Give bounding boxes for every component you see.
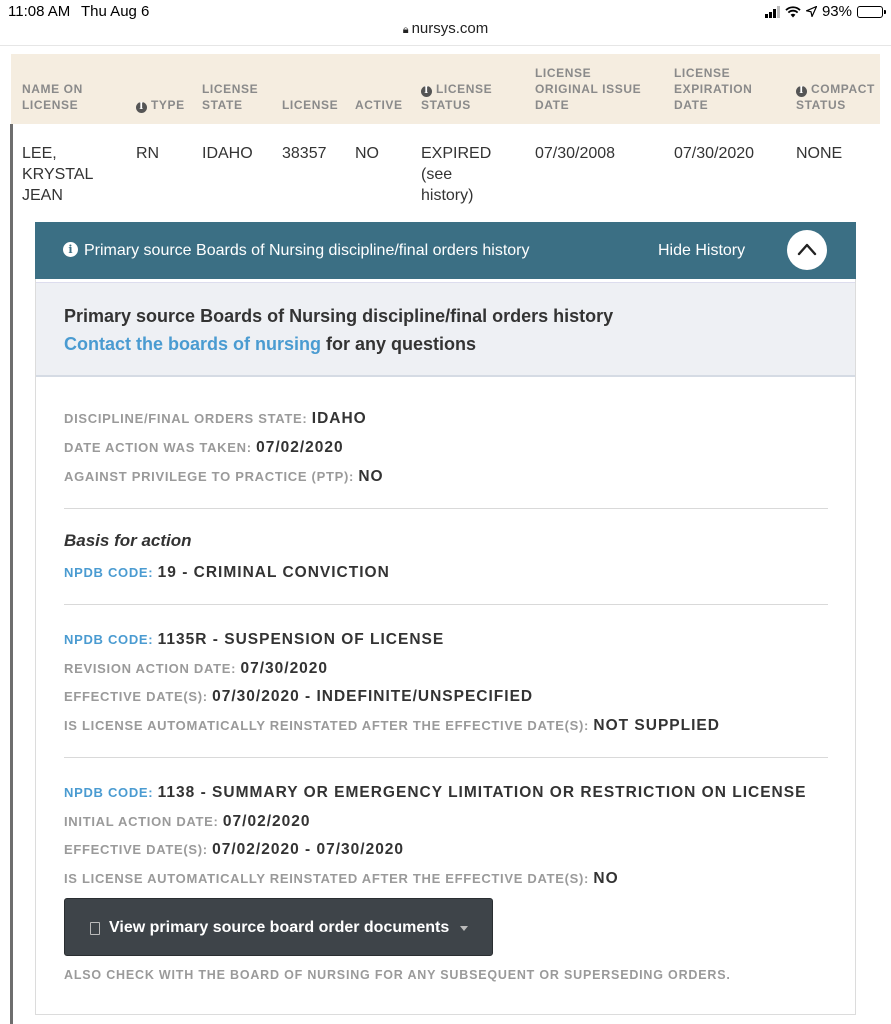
row-left-border	[10, 124, 13, 1024]
discipline-state: DISCIPLINE/FINAL ORDERS STATE: IDAHO	[64, 410, 367, 427]
panel-header	[36, 282, 855, 377]
url-text: nursys.com	[411, 20, 489, 37]
basis-for-action-title: Basis for action	[64, 531, 192, 550]
caret-down-icon	[460, 926, 468, 931]
header-expiration-date: LICENSE EXPIRATION DATE	[674, 66, 753, 112]
battery-percent: 93%	[821, 3, 852, 20]
cell-compact-status: NONE	[796, 145, 843, 162]
status-time: 11:08 AM	[8, 3, 71, 20]
footnote: ALSO CHECK WITH THE BOARD OF NURSING FOR ANY SUBSEQUENT OR SUPERSEDING ORDERS.	[64, 968, 731, 982]
action-1-effective: EFFECTIVE DATE(S): 07/30/2020 - INDEFINITE/UNSPECIFIED	[64, 688, 534, 705]
date-action-taken: DATE ACTION WAS TAKEN: 07/02/2020	[64, 439, 344, 456]
lock-icon: 🔒︎	[402, 24, 409, 36]
table-row	[13, 124, 880, 222]
action-2-npdb-code: NPDB CODE: 1138 - SUMMARY OR EMERGENCY LIMITATION OR RESTRICTION ON LICENSE	[64, 784, 807, 801]
cell-issue-date: 07/30/2008	[535, 145, 616, 162]
cell-type: RN	[136, 145, 160, 162]
action-2-effective: EFFECTIVE DATE(S): 07/02/2020 - 07/30/2020	[64, 841, 405, 858]
info-icon[interactable]: I	[796, 86, 807, 97]
basis-npdb-code: NPDB CODE: 19 - CRIMINAL CONVICTION	[64, 564, 390, 581]
cell-name: LEE, KRYSTAL JEAN	[22, 145, 93, 204]
panel-subheading: Contact the boards of nursing for any questions	[64, 334, 477, 354]
info-icon[interactable]: I	[136, 102, 147, 113]
header-compact-status: I COMPACT STATUS	[796, 82, 875, 112]
info-icon[interactable]: I	[421, 86, 432, 97]
header-type: I TYPE	[136, 97, 185, 113]
cellular-signal-icon	[765, 6, 780, 18]
chevron-up-icon	[797, 242, 817, 256]
history-bar-title: Primary source Boards of Nursing discipline/final orders history	[84, 242, 530, 259]
battery-icon	[857, 6, 883, 18]
view-documents-label: View primary source board order documents	[109, 919, 450, 936]
info-icon: i	[63, 242, 78, 257]
divider	[64, 757, 828, 758]
cell-active: NO	[355, 145, 379, 162]
divider	[64, 508, 828, 509]
cell-expiration-date: 07/30/2020	[674, 145, 755, 162]
hide-history-button[interactable]: Hide History	[658, 242, 746, 259]
header-active: ACTIVE	[355, 98, 403, 112]
panel-heading: Primary source Boards of Nursing discipline/final orders history	[64, 306, 614, 326]
status-date: Thu Aug 6	[81, 3, 150, 20]
header-license-status: I LICENSE STATUS	[421, 82, 493, 112]
action-1-date: REVISION ACTION DATE: 07/30/2020	[64, 660, 329, 677]
location-arrow-icon	[806, 6, 817, 17]
divider	[64, 604, 828, 605]
action-2-date: INITIAL ACTION DATE: 07/02/2020	[64, 813, 311, 830]
address-bar[interactable]	[0, 20, 891, 46]
cell-status: EXPIRED (see history)	[421, 145, 492, 204]
history-bar[interactable]	[35, 222, 856, 279]
view-documents-button[interactable]	[64, 898, 493, 956]
header-license: LICENSE	[282, 98, 339, 112]
action-1-reinstated: IS LICENSE AUTOMATICALLY REINSTATED AFTER THE EFFECTIVE DATE(S): NOT SUPPLIED	[64, 717, 720, 734]
header-license-state: LICENSE STATE	[202, 82, 259, 112]
contact-boards-link[interactable]: Contact the boards of nursing	[64, 334, 322, 354]
history-panel	[35, 279, 856, 1015]
against-ptp: AGAINST PRIVILEGE TO PRACTICE (PTP): NO	[64, 468, 384, 485]
cell-license: 38357	[282, 145, 327, 162]
status-icons	[765, 3, 883, 20]
action-1-npdb-code: NPDB CODE: 1135R - SUSPENSION OF LICENSE	[64, 631, 445, 648]
wifi-icon	[785, 6, 801, 18]
cell-state: IDAHO	[202, 145, 253, 162]
header-name: NAME ON LICENSE	[22, 82, 83, 112]
collapse-button[interactable]	[787, 230, 827, 270]
document-icon	[90, 922, 100, 935]
action-2-reinstated: IS LICENSE AUTOMATICALLY REINSTATED AFTER THE EFFECTIVE DATE(S): NO	[64, 870, 619, 887]
license-table-header	[11, 54, 880, 124]
header-issue-date: LICENSE ORIGINAL ISSUE DATE	[535, 66, 642, 112]
